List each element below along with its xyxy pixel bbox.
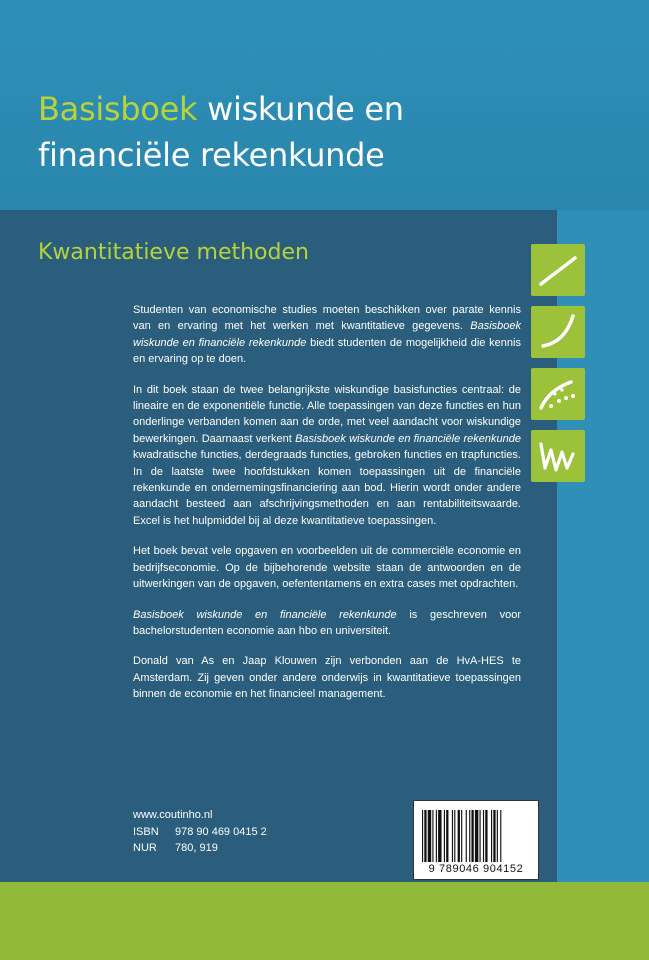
title-line-2: financiële rekenkunde bbox=[38, 136, 385, 174]
paragraph-4: Basisboek wiskunde en financiële rekenkunde is geschreven voor bachelorstudenten economie aan hbo en universiteit. bbox=[133, 608, 521, 637]
title-line-1 bbox=[38, 86, 628, 132]
barcode bbox=[413, 800, 539, 880]
website: www.coutinho.nl bbox=[133, 809, 213, 821]
paragraph-3: Het boek bevat vele opgaven en voorbeelden uit de commerciële economie en bedrijfseconomie. Op de bijbehorende website staan de antwoorden en de uitwerkingen van de opgaven, oefententamens en extra cases met opdrachten. bbox=[133, 545, 521, 591]
book-title bbox=[38, 86, 628, 178]
scatter-curve-icon bbox=[531, 368, 585, 420]
curve-graph-icon bbox=[531, 306, 585, 358]
barcode-number: 9 789046 904152 bbox=[428, 863, 524, 875]
paragraph-2: In dit boek staan de twee belangrijkste wiskundige basisfuncties centraal: de lineaire en de exponentiële functie. Alle toepassingen van deze functies en hun onderlinge verbanden komen aan de orde, met veel aandacht voor wiskundige bewerkingen. Daarnaast verkent Basisboek wiskunde en financiële rekenkunde kwadratische functies, derdegraads functies, gebroken functies en trapfuncties. In de laatste twee hoofdstukken komen toepassingen uit de financiële rekenkunde en ondernemingsfinanciering aan bod. Hierin wordt onder andere aandacht besteed aan afschrijvingsmethoden en aan rentabiliteitswaarde. Excel is het hulpmiddel bij al deze kwantitatieve toepassingen. bbox=[133, 383, 521, 527]
publisher-info bbox=[133, 807, 267, 857]
barcode-bars bbox=[422, 810, 530, 862]
paragraph-5: Donald van As en Jaap Klouwen zijn verbonden aan de HvA-HES te Amsterdam. Zij geven onder andere onderwijs in kwantitatieve toepassingen binnen de economie en het financieel management. bbox=[133, 655, 521, 701]
paragraph-1: Studenten van economische studies moeten beschikken over parate kennis van en ervaring met het werken met kwantitatieve gegevens. Basisboek wiskunde en financiële rekenkunde biedt studenten de mogelijkheid die kennis en ervaring op te doen. bbox=[133, 304, 521, 366]
linear-graph-icon bbox=[531, 244, 585, 296]
blurb bbox=[133, 302, 521, 717]
isbn-row: ISBN 978 90 469 0415 2 bbox=[133, 825, 267, 838]
subtitle: Kwantitatieve methoden bbox=[38, 240, 309, 265]
title-accent-word: Basisboek bbox=[38, 90, 198, 128]
nur-row: NUR 780, 919 bbox=[133, 842, 218, 854]
title-rest: wiskunde en bbox=[197, 90, 404, 128]
zigzag-graph-icon bbox=[531, 430, 585, 482]
bottom-band bbox=[0, 882, 649, 960]
